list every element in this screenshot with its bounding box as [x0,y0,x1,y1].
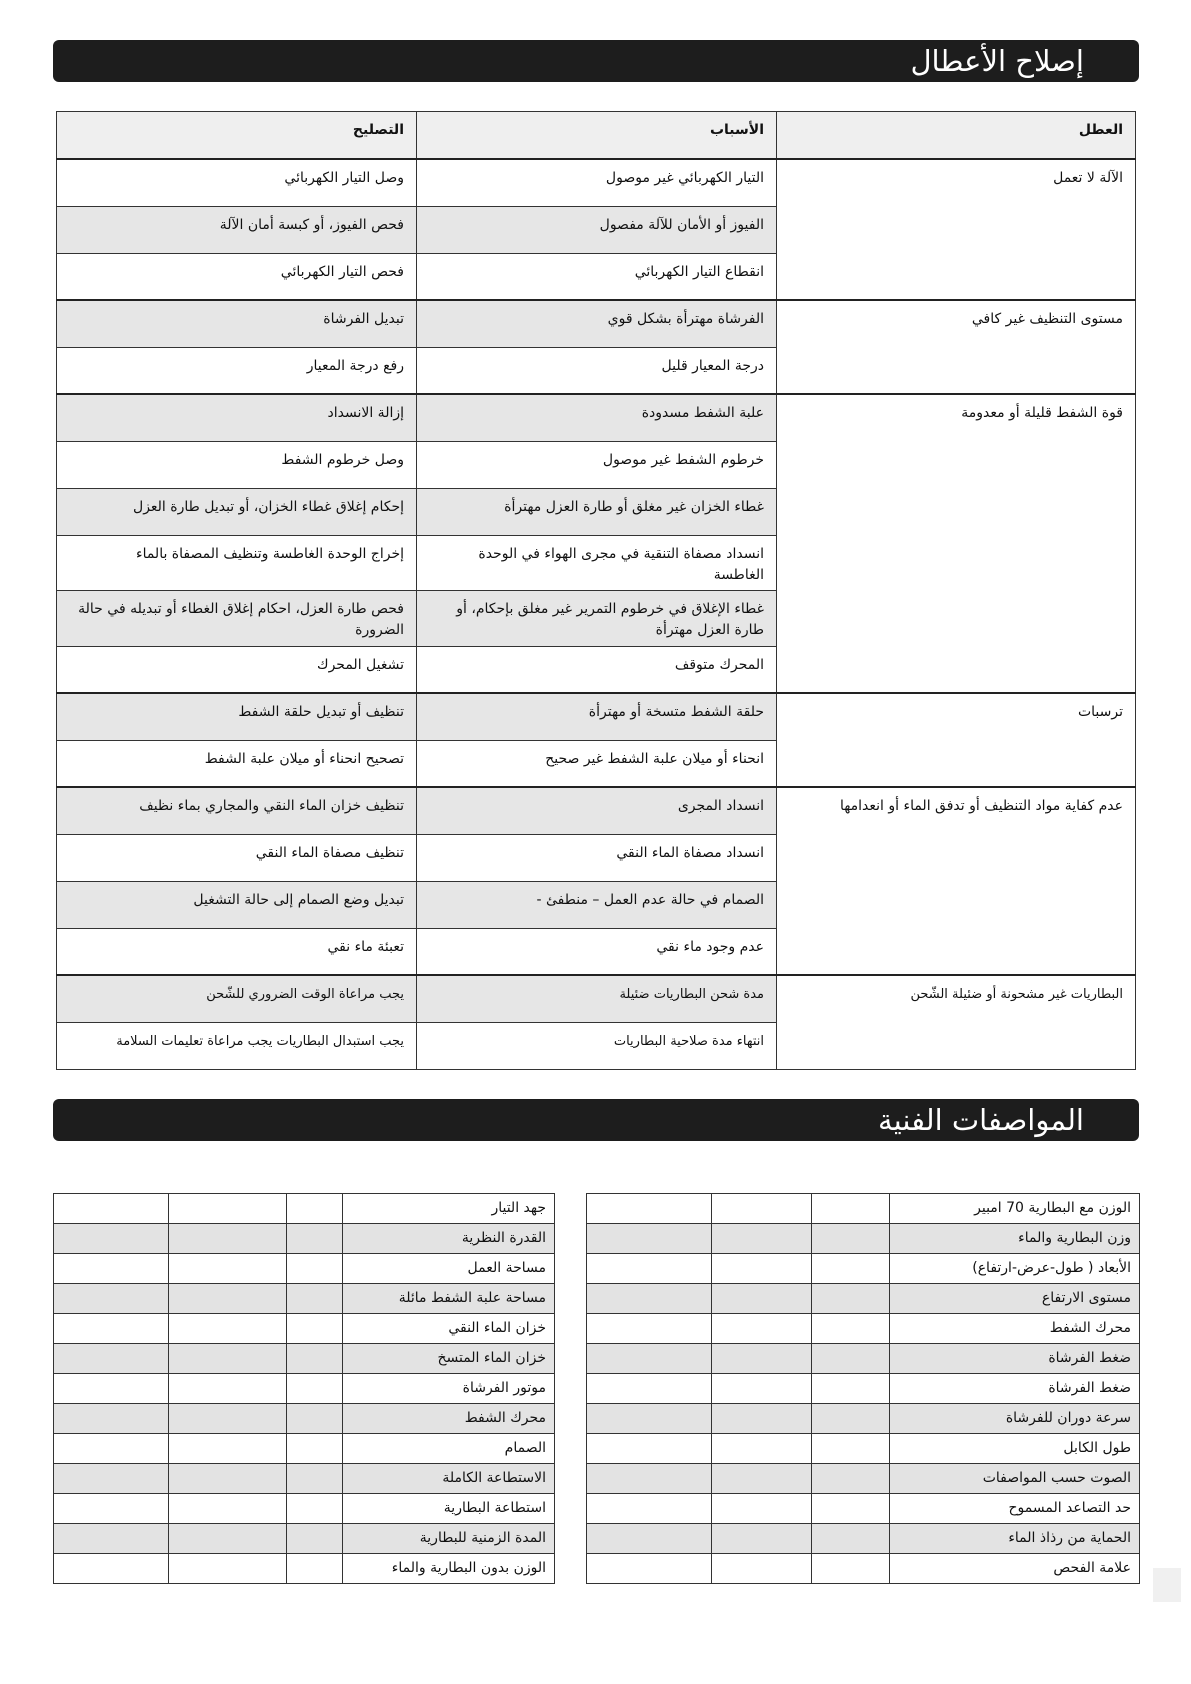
cause-cell: عدم وجود ماء نقي [417,928,777,975]
specs-table-right [586,1193,1140,1584]
spec-value-cell [54,1524,169,1554]
spec-label: حد التصاعد المسموح [890,1494,1140,1524]
fault-cell: الآلة لا تعمل [777,159,1136,300]
spec-value-cell [712,1434,812,1464]
cause-cell: انحناء أو ميلان علبة الشفط غير صحيح [417,740,777,787]
spec-value-cell [169,1494,287,1524]
spec-row [54,1314,555,1344]
spec-value-cell [54,1194,169,1224]
remedy-cell: تبديل وضع الصمام إلى حالة التشغيل [57,881,417,928]
cause-cell: انسداد المجرى [417,787,777,834]
spec-value-cell [812,1284,890,1314]
spec-value-cell [587,1464,712,1494]
spec-row [587,1284,1140,1314]
spec-value-cell [169,1344,287,1374]
spec-label: مساحة علبة الشفط مائلة [343,1284,555,1314]
spec-value-cell [812,1464,890,1494]
spec-value-cell [54,1314,169,1344]
spec-row [54,1374,555,1404]
spec-value-cell [287,1464,343,1494]
remedy-cell: فحص طارة العزل، احكام إغلاق الغطاء أو تبديله في حالة الضرورة [57,590,417,646]
spec-value-cell [287,1194,343,1224]
spec-value-cell [169,1194,287,1224]
spec-row [54,1464,555,1494]
spec-row [54,1344,555,1374]
spec-value-cell [169,1224,287,1254]
remedy-cell: تنظيف أو تبديل حلقة الشفط [57,693,417,740]
spec-value-cell [587,1434,712,1464]
spec-value-cell [169,1254,287,1284]
fault-cell: مستوى التنظيف غير كافي [777,300,1136,394]
spec-label: استطاعة البطارية [343,1494,555,1524]
spec-row [587,1524,1140,1554]
spec-row [587,1554,1140,1584]
spec-value-cell [812,1314,890,1344]
cause-cell: انسداد مصفاة التنقية في مجرى الهواء في الوحدة الغاطسة [417,535,777,590]
spec-value-cell [54,1284,169,1314]
spec-label: موتور الفرشاة [343,1374,555,1404]
fault-cell: البطاريات غير مشحونة أو ضئيلة الشّحن [777,975,1136,1069]
spec-value-cell [287,1284,343,1314]
spec-value-cell [287,1494,343,1524]
remedy-cell: إخراج الوحدة الغاطسة وتنظيف المصفاة بالماء [57,535,417,590]
spec-value-cell [54,1254,169,1284]
spec-value-cell [287,1404,343,1434]
specs-banner [53,1099,1139,1141]
table-header-row [57,112,1136,160]
spec-value-cell [587,1524,712,1554]
spec-value-cell [54,1404,169,1434]
spec-label: خزان الماء النقي [343,1314,555,1344]
spec-value-cell [712,1524,812,1554]
spec-value-cell [587,1554,712,1584]
spec-label: المدة الزمنية للبطارية [343,1524,555,1554]
spec-value-cell [712,1314,812,1344]
spec-value-cell [812,1344,890,1374]
cause-cell: غطاء الإغلاق في خرطوم التمرير غير مغلق بإحكام، أو طارة العزل مهترأة [417,590,777,646]
spec-value-cell [287,1374,343,1404]
spec-label: طول الكابل [890,1434,1140,1464]
cause-cell: خرطوم الشفط غير موصول [417,441,777,488]
specs-title: المواصفات الفنية [878,1103,1084,1137]
spec-label: وزن البطارية والماء [890,1224,1140,1254]
spec-value-cell [287,1344,343,1374]
spec-label: القدرة النظرية [343,1224,555,1254]
troubleshooting-banner [53,40,1139,82]
spec-value-cell [712,1554,812,1584]
spec-row [587,1194,1140,1224]
spec-label: محرك الشفط [343,1404,555,1434]
spec-value-cell [54,1344,169,1374]
spec-row [54,1524,555,1554]
remedy-cell: تعبئة ماء نقي [57,928,417,975]
spec-label: سرعة دوران للفرشاة [890,1404,1140,1434]
header-cause: الأسباب [417,112,777,160]
spec-value-cell [812,1224,890,1254]
spec-value-cell [712,1224,812,1254]
spec-label: علامة الفحص [890,1554,1140,1584]
remedy-cell: إزالة الانسداد [57,394,417,441]
spec-label: ضغط الفرشاة [890,1344,1140,1374]
spec-value-cell [169,1284,287,1314]
spec-value-cell [169,1404,287,1434]
troubleshooting-title: إصلاح الأعطال [910,44,1084,78]
spec-value-cell [287,1554,343,1584]
fault-cell: عدم كفاية مواد التنظيف أو تدفق الماء أو انعدامها [777,787,1136,975]
spec-row [54,1224,555,1254]
header-fault: العطل [777,112,1136,160]
spec-value-cell [287,1314,343,1344]
spec-row [54,1554,555,1584]
spec-row [54,1254,555,1284]
spec-row [587,1494,1140,1524]
spec-value-cell [812,1404,890,1434]
cause-cell: غطاء الخزان غير مغلق أو طارة العزل مهترأة [417,488,777,535]
spec-value-cell [812,1434,890,1464]
spec-value-cell [812,1374,890,1404]
spec-label: جهد التيار [343,1194,555,1224]
cause-cell: المحرك متوقف [417,646,777,693]
remedy-cell: فحص الفيوز، أو كبسة أمان الآلة [57,206,417,253]
spec-value-cell [587,1404,712,1434]
spec-label: خزان الماء المتسخ [343,1344,555,1374]
troubleshooting-table [56,111,1136,1070]
remedy-cell: يجب مراعاة الوقت الضروري للشّحن [57,975,417,1022]
spec-value-cell [712,1494,812,1524]
spec-value-cell [287,1524,343,1554]
spec-row [587,1314,1140,1344]
remedy-cell: فحص التيار الكهربائي [57,253,417,300]
spec-value-cell [712,1284,812,1314]
spec-value-cell [169,1434,287,1464]
table-row [57,159,1136,206]
cause-cell: علبة الشفط مسدودة [417,394,777,441]
spec-value-cell [587,1494,712,1524]
cause-cell: الفرشاة مهترأة بشكل قوي [417,300,777,347]
spec-value-cell [54,1224,169,1254]
spec-value-cell [812,1494,890,1524]
spec-value-cell [812,1254,890,1284]
header-remedy: التصليح [57,112,417,160]
cause-cell: التيار الكهربائي غير موصول [417,159,777,206]
spec-value-cell [169,1374,287,1404]
remedy-cell: تشغيل المحرك [57,646,417,693]
table-row [57,394,1136,441]
spec-label: الحماية من رذاذ الماء [890,1524,1140,1554]
spec-value-cell [587,1284,712,1314]
spec-label: الوزن مع البطارية 70 امبير [890,1194,1140,1224]
spec-value-cell [169,1314,287,1344]
spec-value-cell [587,1194,712,1224]
spec-value-cell [712,1254,812,1284]
spec-value-cell [712,1464,812,1494]
spec-label: الأبعاد ( طول-عرض-ارتفاع) [890,1254,1140,1284]
spec-row [54,1194,555,1224]
spec-label: الوزن بدون البطارية والماء [343,1554,555,1584]
spec-value-cell [54,1554,169,1584]
spec-row [54,1284,555,1314]
spec-value-cell [812,1524,890,1554]
spec-label: مساحة العمل [343,1254,555,1284]
spec-label: الصوت حسب المواصفات [890,1464,1140,1494]
spec-row [587,1344,1140,1374]
spec-row [587,1464,1140,1494]
cause-cell: مدة شحن البطاريات ضئيلة [417,975,777,1022]
spec-label: محرك الشفط [890,1314,1140,1344]
spec-value-cell [712,1344,812,1374]
spec-value-cell [587,1314,712,1344]
spec-value-cell [54,1434,169,1464]
spec-value-cell [587,1344,712,1374]
remedy-cell: يجب استبدال البطاريات يجب مراعاة تعليمات السلامة [57,1022,417,1069]
spec-value-cell [812,1554,890,1584]
table-row [57,300,1136,347]
spec-value-cell [54,1374,169,1404]
cause-cell: الصمام في حالة عدم العمل – منطفئ - [417,881,777,928]
fault-cell: قوة الشفط قليلة أو معدومة [777,394,1136,693]
specs-table-left [53,1193,555,1584]
spec-row [587,1434,1140,1464]
spec-row [587,1254,1140,1284]
table-row [57,787,1136,834]
spec-value-cell [712,1374,812,1404]
cause-cell: انتهاء مدة صلاحية البطاريات [417,1022,777,1069]
spec-row [587,1224,1140,1254]
spec-row [54,1434,555,1464]
spec-label: ضغط الفرشاة [890,1374,1140,1404]
spec-value-cell [169,1524,287,1554]
spec-value-cell [169,1554,287,1584]
spec-value-cell [287,1254,343,1284]
spec-row [587,1374,1140,1404]
remedy-cell: تنظيف مصفاة الماء النقي [57,834,417,881]
spec-value-cell [169,1464,287,1494]
spec-value-cell [287,1224,343,1254]
spec-row [54,1494,555,1524]
spec-row [54,1404,555,1434]
cause-cell: انسداد مصفاة الماء النقي [417,834,777,881]
spec-value-cell [54,1494,169,1524]
spec-value-cell [712,1194,812,1224]
spec-value-cell [712,1404,812,1434]
remedy-cell: وصل خرطوم الشفط [57,441,417,488]
cause-cell: درجة المعيار قليل [417,347,777,394]
remedy-cell: تبديل الفرشاة [57,300,417,347]
remedy-cell: رفع درجة المعيار [57,347,417,394]
remedy-cell: وصل التيار الكهربائي [57,159,417,206]
table-row [57,693,1136,740]
cause-cell: حلقة الشفط متسخة أو مهترأة [417,693,777,740]
spec-value-cell [587,1374,712,1404]
spec-value-cell [287,1434,343,1464]
cause-cell: انقطاع التيار الكهربائي [417,253,777,300]
spec-label: الاستطاعة الكاملة [343,1464,555,1494]
spec-label: مستوى الارتفاع [890,1284,1140,1314]
spec-value-cell [54,1464,169,1494]
spec-value-cell [812,1194,890,1224]
page-corner-box [1153,1568,1181,1602]
spec-value-cell [587,1254,712,1284]
spec-row [587,1404,1140,1434]
fault-cell: ترسبات [777,693,1136,787]
remedy-cell: إحكام إغلاق غطاء الخزان، أو تبديل طارة العزل [57,488,417,535]
spec-value-cell [587,1224,712,1254]
cause-cell: الفيوز أو الأمان للآلة مفصول [417,206,777,253]
spec-label: الصمام [343,1434,555,1464]
remedy-cell: تنظيف خزان الماء النقي والمجاري بماء نظيف [57,787,417,834]
table-row [57,975,1136,1022]
remedy-cell: تصحيح انحناء أو ميلان علبة الشفط [57,740,417,787]
